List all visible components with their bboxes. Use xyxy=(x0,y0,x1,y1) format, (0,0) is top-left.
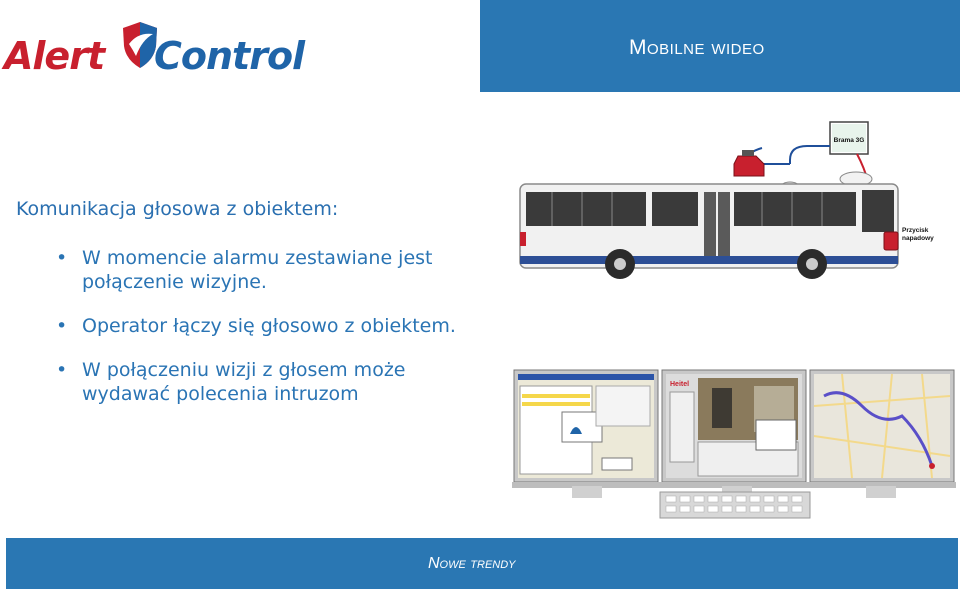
intro-text: Komunikacja głosowa z obiektem: xyxy=(16,198,339,220)
bullet-list xyxy=(16,246,496,406)
gateway-box xyxy=(830,122,868,154)
page-title: Mobilne wideo xyxy=(629,36,765,59)
panic-label-line1: Przycisk xyxy=(902,227,929,234)
bullet-dot-icon: • xyxy=(56,247,68,269)
monitor-software xyxy=(514,370,658,482)
software-brand: Heitel xyxy=(670,381,690,388)
bullet-text: W momencie alarmu zestawiane jest połączenie wizyjne. xyxy=(82,247,433,293)
company-logo xyxy=(4,20,314,76)
monitor-video xyxy=(662,370,806,482)
monitor-map xyxy=(810,370,954,482)
bullet-dot-icon: • xyxy=(56,359,68,381)
bus-diagram xyxy=(512,112,952,310)
bullet-text: Operator łączy się głosowo z obiektem. xyxy=(82,315,456,337)
bullet-item xyxy=(16,246,486,294)
panic-label-line2: napadowy xyxy=(902,235,934,242)
recorder-device xyxy=(734,150,764,176)
bullet-item xyxy=(16,314,486,338)
bullet-dot-icon: • xyxy=(56,315,68,337)
footer-title: Nowe trendy xyxy=(428,555,516,572)
logo-word-alert: Alert xyxy=(4,34,105,78)
bus-illustration xyxy=(520,184,898,279)
gateway-label: Brama 3G xyxy=(833,137,865,144)
slide-content xyxy=(16,198,496,426)
logo-word-control: Control xyxy=(154,34,305,78)
bullet-text: W połączeniu wizji z głosem może wydawać polecenia intruzom xyxy=(82,359,406,405)
bullet-item xyxy=(16,358,486,406)
monitoring-workstations xyxy=(512,366,956,520)
